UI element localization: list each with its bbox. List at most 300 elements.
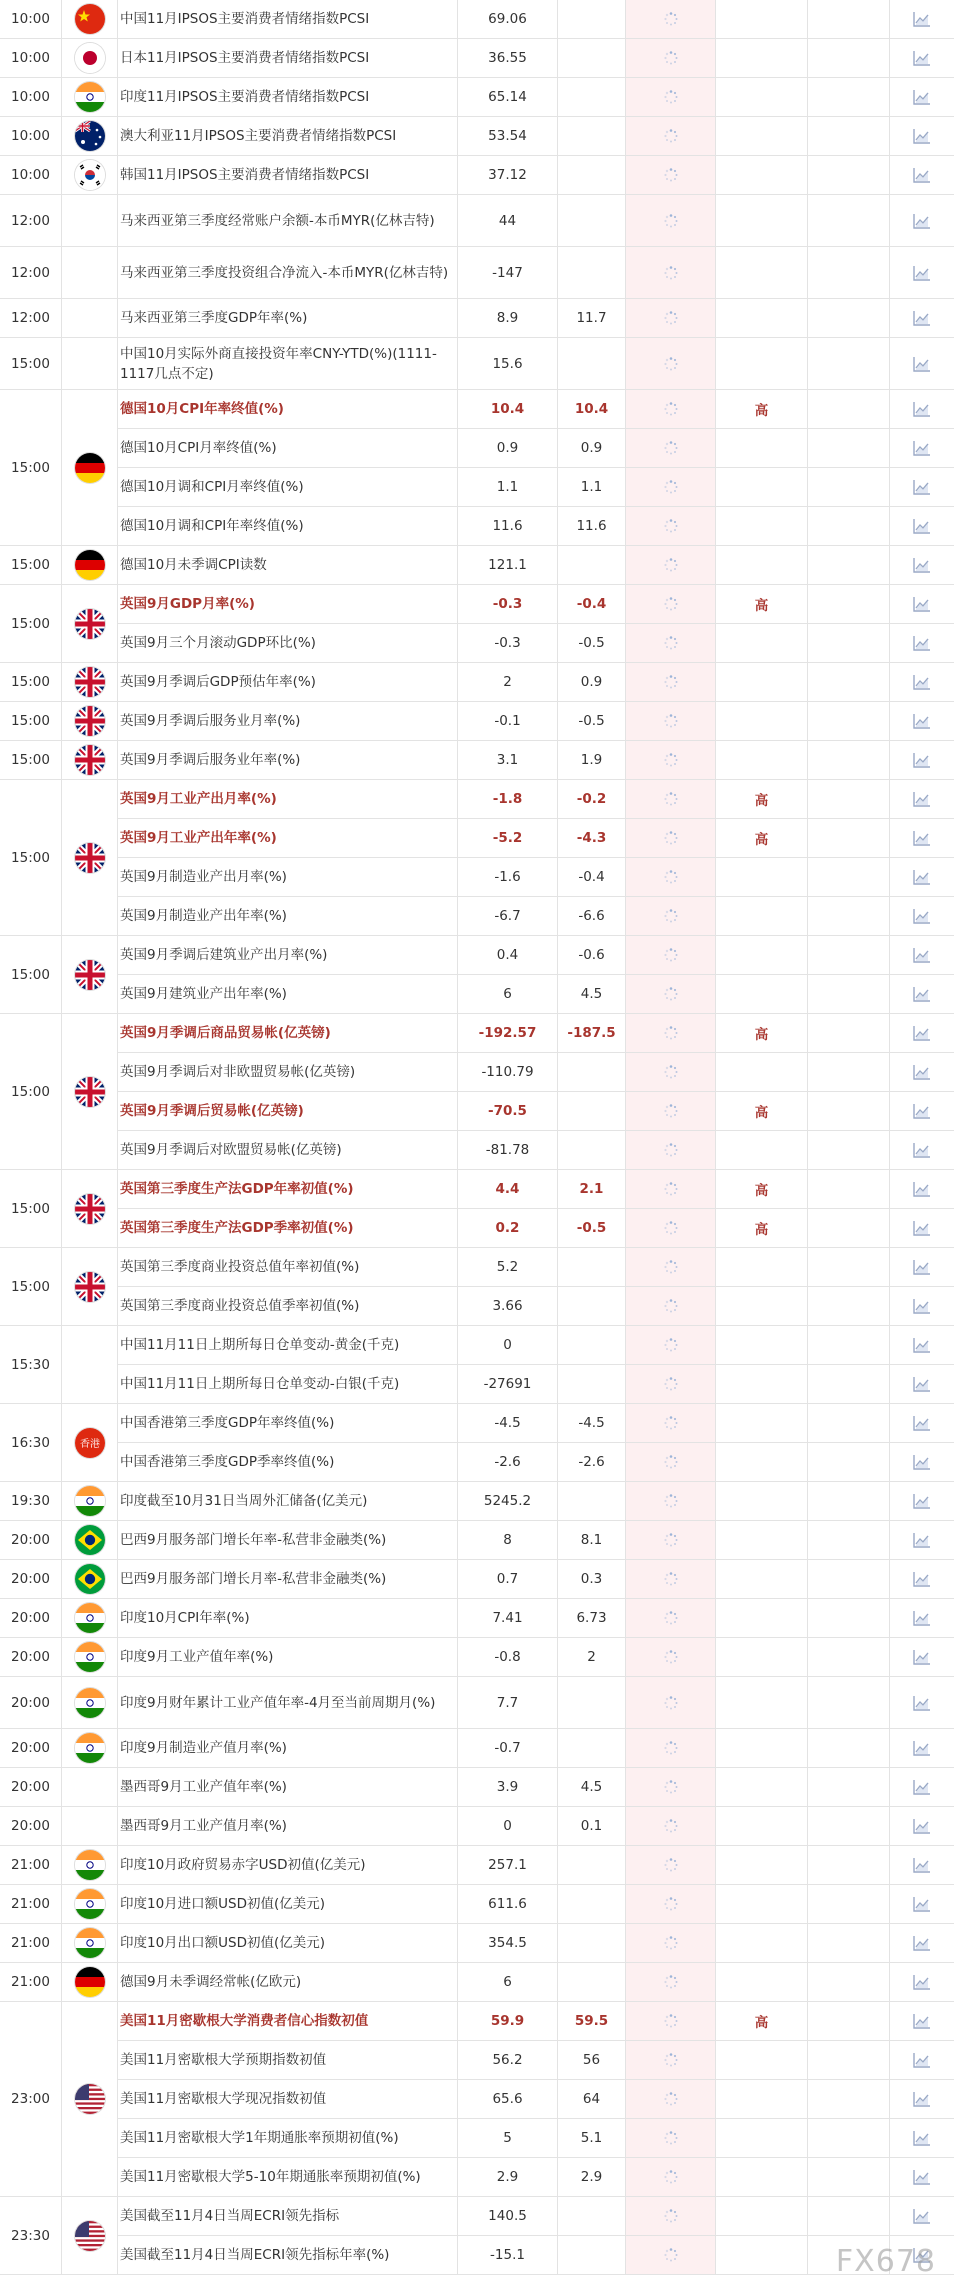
loading-spinner-icon xyxy=(664,311,678,325)
indicator-name[interactable] xyxy=(118,897,458,936)
chart-icon[interactable] xyxy=(912,355,932,373)
forecast-value xyxy=(558,39,626,78)
previous-value-text: 65.14 xyxy=(488,89,527,105)
importance-cell xyxy=(716,858,808,897)
indicator-name[interactable] xyxy=(118,1404,458,1443)
chart-icon[interactable] xyxy=(912,751,932,769)
chart-icon[interactable] xyxy=(912,1297,932,1315)
country-flag-cell xyxy=(62,1326,118,1404)
previous-value xyxy=(458,1521,558,1560)
chart-link[interactable] xyxy=(890,780,954,819)
importance-label: 高 xyxy=(754,1183,769,1199)
chart-icon[interactable] xyxy=(912,2012,932,2030)
chart-link[interactable] xyxy=(890,1885,954,1924)
empty-cell xyxy=(808,1365,890,1404)
chart-link[interactable] xyxy=(890,78,954,117)
indicator-name[interactable] xyxy=(118,1053,458,1092)
chart-link[interactable] xyxy=(890,1963,954,2002)
previous-value xyxy=(458,936,558,975)
chart-icon[interactable] xyxy=(912,517,932,535)
chart-icon[interactable] xyxy=(912,1141,932,1159)
indicator-name[interactable] xyxy=(118,1365,458,1404)
chart-link[interactable] xyxy=(890,585,954,624)
forecast-value-text: -0.4 xyxy=(578,869,605,885)
chart-link[interactable] xyxy=(890,429,954,468)
forecast-value-text: -2.6 xyxy=(578,1454,605,1470)
indicator-name[interactable] xyxy=(118,195,458,247)
indicator-name[interactable] xyxy=(118,858,458,897)
chart-icon[interactable] xyxy=(912,907,932,925)
chart-icon[interactable] xyxy=(912,1180,932,1198)
loading-spinner-icon xyxy=(664,2131,678,2145)
indicator-label: 中国香港第三季度GDP季率终值(%) xyxy=(120,1454,335,1470)
country-flag-cell xyxy=(62,195,118,247)
chart-link[interactable] xyxy=(890,858,954,897)
indicator-label: 英国9月季调后建筑业产出月率(%) xyxy=(120,947,328,963)
chart-link[interactable] xyxy=(890,1924,954,1963)
importance-cell xyxy=(716,1599,808,1638)
indicator-name[interactable] xyxy=(118,1170,458,1209)
event-time: 15:00 xyxy=(11,966,50,983)
importance-cell xyxy=(716,78,808,117)
empty-cell xyxy=(808,390,890,429)
importance-cell xyxy=(716,1885,808,1924)
chart-link[interactable] xyxy=(890,1131,954,1170)
chart-link[interactable] xyxy=(890,975,954,1014)
country-flag-cell xyxy=(62,585,118,663)
chart-icon[interactable] xyxy=(912,127,932,145)
forecast-value xyxy=(558,546,626,585)
chart-icon[interactable] xyxy=(912,1219,932,1237)
indicator-name[interactable] xyxy=(118,1209,458,1248)
importance-cell xyxy=(716,1404,808,1443)
indicator-name[interactable] xyxy=(118,1014,458,1053)
actual-value-loading xyxy=(626,1248,716,1287)
indicator-name[interactable] xyxy=(118,624,458,663)
chart-icon[interactable] xyxy=(912,1609,932,1627)
chart-icon[interactable] xyxy=(912,49,932,67)
chart-link[interactable] xyxy=(890,663,954,702)
indicator-label: 印度10月政府贸易赤字USD初值(亿美元) xyxy=(120,1857,366,1873)
event-time: 15:00 xyxy=(11,557,50,573)
previous-value-text: 15.6 xyxy=(492,355,523,372)
chart-link[interactable] xyxy=(890,468,954,507)
chart-link[interactable] xyxy=(890,1365,954,1404)
indicator-name[interactable] xyxy=(118,1885,458,1924)
chart-icon[interactable] xyxy=(912,1375,932,1393)
previous-value xyxy=(458,2197,558,2236)
indicator-name[interactable] xyxy=(118,663,458,702)
indicator-name[interactable] xyxy=(118,247,458,299)
indicator-name[interactable] xyxy=(118,1638,458,1677)
indicator-label: 美国11月密歇根大学现况指数初值 xyxy=(120,2091,327,2107)
indicator-name[interactable] xyxy=(118,1924,458,1963)
indicator-name[interactable] xyxy=(118,1443,458,1482)
indicator-name[interactable] xyxy=(118,507,458,546)
forecast-value xyxy=(558,1482,626,1521)
chart-icon[interactable] xyxy=(912,2090,932,2108)
chart-icon[interactable] xyxy=(912,264,932,282)
indicator-name[interactable] xyxy=(118,1846,458,1885)
chart-icon[interactable] xyxy=(912,1739,932,1757)
previous-value xyxy=(458,299,558,338)
chart-icon[interactable] xyxy=(912,790,932,808)
forecast-value xyxy=(558,338,626,390)
chart-icon[interactable] xyxy=(912,595,932,613)
previous-value-text: 0 xyxy=(503,1337,512,1353)
indicator-name[interactable] xyxy=(118,1131,458,1170)
indicator-name[interactable] xyxy=(118,1326,458,1365)
importance-cell xyxy=(716,1924,808,1963)
forecast-value xyxy=(558,1560,626,1599)
chart-icon[interactable] xyxy=(912,1453,932,1471)
chart-icon[interactable] xyxy=(912,1856,932,1874)
event-time: 23:00 xyxy=(11,2091,50,2107)
empty-cell xyxy=(808,1768,890,1807)
chart-icon[interactable] xyxy=(912,1648,932,1666)
previous-value-text: 5.2 xyxy=(496,1259,519,1275)
previous-value xyxy=(458,429,558,468)
indicator-name[interactable] xyxy=(118,1807,458,1846)
indicator-name[interactable] xyxy=(118,0,458,39)
indicator-name[interactable] xyxy=(118,117,458,156)
indicator-name[interactable] xyxy=(118,1599,458,1638)
chart-link[interactable] xyxy=(890,741,954,780)
chart-icon[interactable] xyxy=(912,1024,932,1042)
chart-icon[interactable] xyxy=(912,400,932,418)
country-flag-cell xyxy=(62,390,118,546)
forecast-value-text: 0.1 xyxy=(580,1818,603,1834)
chart-link[interactable] xyxy=(890,897,954,936)
event-time: 12:00 xyxy=(11,310,50,326)
actual-value-loading xyxy=(626,975,716,1014)
indicator-name[interactable] xyxy=(118,338,458,390)
chart-icon[interactable] xyxy=(912,439,932,457)
indicator-name[interactable] xyxy=(118,780,458,819)
chart-icon[interactable] xyxy=(912,1895,932,1913)
chart-icon[interactable] xyxy=(912,1694,932,1712)
chart-link[interactable] xyxy=(890,2158,954,2197)
chart-link[interactable] xyxy=(890,247,954,299)
previous-value-text: -27691 xyxy=(483,1376,532,1392)
chart-icon[interactable] xyxy=(912,2207,932,2225)
chart-icon[interactable] xyxy=(912,1570,932,1588)
indicator-name[interactable] xyxy=(118,585,458,624)
loading-spinner-icon xyxy=(664,2092,678,2106)
chart-link[interactable] xyxy=(890,1248,954,1287)
forecast-value xyxy=(558,780,626,819)
chart-icon[interactable] xyxy=(912,946,932,964)
previous-value-text: 140.5 xyxy=(488,2208,527,2224)
indicator-name[interactable] xyxy=(118,2119,458,2158)
chart-link[interactable] xyxy=(890,546,954,585)
forecast-value xyxy=(558,156,626,195)
chart-link[interactable] xyxy=(890,299,954,338)
chart-icon[interactable] xyxy=(912,309,932,327)
chart-icon[interactable] xyxy=(912,88,932,106)
time-cell xyxy=(0,390,62,546)
indicator-name[interactable] xyxy=(118,1963,458,2002)
chart-icon[interactable] xyxy=(912,1817,932,1835)
chart-link[interactable] xyxy=(890,2197,954,2236)
country-flag-cell xyxy=(62,2197,118,2275)
chart-link[interactable] xyxy=(890,1053,954,1092)
chart-link[interactable] xyxy=(890,1768,954,1807)
indicator-name[interactable] xyxy=(118,1092,458,1131)
chart-link[interactable] xyxy=(890,1404,954,1443)
previous-value xyxy=(458,78,558,117)
indicator-label: 英国9月季调后对非欧盟贸易帐(亿英镑) xyxy=(120,1064,356,1080)
indicator-name[interactable] xyxy=(118,546,458,585)
importance-cell xyxy=(716,390,808,429)
event-time: 20:00 xyxy=(11,1740,50,1756)
chart-link[interactable] xyxy=(890,390,954,429)
chart-icon[interactable] xyxy=(912,2168,932,2186)
chart-icon[interactable] xyxy=(912,1531,932,1549)
country-flag-cell xyxy=(62,1768,118,1807)
empty-cell xyxy=(808,897,890,936)
chart-link[interactable] xyxy=(890,0,954,39)
chart-icon[interactable] xyxy=(912,1063,932,1081)
indicator-name[interactable] xyxy=(118,741,458,780)
indicator-name[interactable] xyxy=(118,1521,458,1560)
time-cell xyxy=(0,39,62,78)
indicator-name[interactable] xyxy=(118,39,458,78)
loading-spinner-icon xyxy=(664,1897,678,1911)
loading-spinner-icon xyxy=(664,1975,678,1989)
chart-link[interactable] xyxy=(890,936,954,975)
chart-link[interactable] xyxy=(890,1638,954,1677)
chart-link[interactable] xyxy=(890,338,954,390)
country-flag-cell xyxy=(62,0,118,39)
event-time: 15:00 xyxy=(11,1278,50,1295)
previous-value xyxy=(458,1807,558,1846)
time-cell xyxy=(0,1677,62,1729)
empty-cell xyxy=(808,338,890,390)
indicator-name[interactable] xyxy=(118,819,458,858)
forecast-value xyxy=(558,299,626,338)
indicator-name[interactable] xyxy=(118,1677,458,1729)
chart-link[interactable] xyxy=(890,1729,954,1768)
time-cell xyxy=(0,1807,62,1846)
indicator-name[interactable] xyxy=(118,1287,458,1326)
indicator-name[interactable] xyxy=(118,702,458,741)
country-flag-cell xyxy=(62,156,118,195)
forecast-value xyxy=(558,1170,626,1209)
loading-spinner-icon xyxy=(664,753,678,767)
chart-link[interactable] xyxy=(890,1846,954,1885)
chart-icon[interactable] xyxy=(912,985,932,1003)
indicator-name[interactable] xyxy=(118,936,458,975)
indicator-name[interactable] xyxy=(118,2080,458,2119)
chart-link[interactable] xyxy=(890,1560,954,1599)
india-flag-icon xyxy=(75,1688,105,1718)
chart-link[interactable] xyxy=(890,1443,954,1482)
actual-value-loading xyxy=(626,1924,716,1963)
importance-cell xyxy=(716,1521,808,1560)
chart-link[interactable] xyxy=(890,1482,954,1521)
event-time: 21:00 xyxy=(11,1974,50,1990)
chart-link[interactable] xyxy=(890,819,954,858)
chart-link[interactable] xyxy=(890,2002,954,2041)
chart-icon[interactable] xyxy=(912,2051,932,2069)
chart-icon[interactable] xyxy=(912,829,932,847)
chart-icon[interactable] xyxy=(912,1414,932,1432)
indicator-name[interactable] xyxy=(118,975,458,1014)
previous-value xyxy=(458,741,558,780)
importance-cell xyxy=(716,1482,808,1521)
empty-cell xyxy=(808,741,890,780)
indicator-name[interactable] xyxy=(118,429,458,468)
previous-value-text: 3.66 xyxy=(492,1298,523,1314)
chart-link[interactable] xyxy=(890,1287,954,1326)
actual-value-loading xyxy=(626,2158,716,2197)
chart-link[interactable] xyxy=(890,1170,954,1209)
previous-value xyxy=(458,117,558,156)
empty-cell xyxy=(808,546,890,585)
actual-value-loading xyxy=(626,2041,716,2080)
indicator-label: 美国截至11月4日当周ECRI领先指标 xyxy=(120,2208,340,2224)
indicator-name[interactable] xyxy=(118,2236,458,2275)
chart-icon[interactable] xyxy=(912,10,932,28)
chart-icon[interactable] xyxy=(912,1336,932,1354)
actual-value-loading xyxy=(626,1326,716,1365)
chart-link[interactable] xyxy=(890,624,954,663)
time-cell xyxy=(0,117,62,156)
chart-link[interactable] xyxy=(890,1014,954,1053)
indicator-name[interactable] xyxy=(118,468,458,507)
chart-icon[interactable] xyxy=(912,634,932,652)
forecast-value xyxy=(558,195,626,247)
chart-icon[interactable] xyxy=(912,868,932,886)
previous-value xyxy=(458,1404,558,1443)
brazil-flag-icon xyxy=(75,1525,105,1555)
forecast-value xyxy=(558,1131,626,1170)
indicator-label: 英国9月GDP月率(%) xyxy=(120,596,255,612)
previous-value-text: 7.7 xyxy=(496,1694,519,1711)
forecast-value xyxy=(558,741,626,780)
actual-value-loading xyxy=(626,2197,716,2236)
indicator-name[interactable] xyxy=(118,156,458,195)
loading-spinner-icon xyxy=(664,597,678,611)
previous-value-text: 1.1 xyxy=(496,479,519,495)
chart-link[interactable] xyxy=(890,1209,954,1248)
chart-icon[interactable] xyxy=(912,212,932,230)
time-cell xyxy=(0,1729,62,1768)
indicator-name[interactable] xyxy=(118,2002,458,2041)
chart-icon[interactable] xyxy=(912,712,932,730)
previous-value-text: 59.9 xyxy=(490,2013,525,2029)
importance-cell xyxy=(716,936,808,975)
indicator-name[interactable] xyxy=(118,78,458,117)
chart-link[interactable] xyxy=(890,1521,954,1560)
previous-value xyxy=(458,1326,558,1365)
chart-link[interactable] xyxy=(890,1326,954,1365)
chart-icon[interactable] xyxy=(912,1973,932,1991)
chart-link[interactable] xyxy=(890,1807,954,1846)
chart-link[interactable] xyxy=(890,1599,954,1638)
chart-icon[interactable] xyxy=(912,1934,932,1952)
previous-value-text: 7.41 xyxy=(492,1610,523,1626)
chart-icon[interactable] xyxy=(912,2129,932,2147)
chart-icon[interactable] xyxy=(912,166,932,184)
chart-link[interactable] xyxy=(890,2041,954,2080)
indicator-name[interactable] xyxy=(118,2197,458,2236)
chart-link[interactable] xyxy=(890,195,954,247)
chart-icon[interactable] xyxy=(912,1778,932,1796)
chart-link[interactable] xyxy=(890,1677,954,1729)
previous-value xyxy=(458,507,558,546)
chart-link[interactable] xyxy=(890,702,954,741)
chart-icon[interactable] xyxy=(912,673,932,691)
chart-link[interactable] xyxy=(890,156,954,195)
forecast-value xyxy=(558,429,626,468)
indicator-name[interactable] xyxy=(118,1729,458,1768)
loading-spinner-icon xyxy=(664,948,678,962)
event-time: 15:00 xyxy=(11,1200,50,1217)
importance-cell xyxy=(716,2236,808,2275)
loading-spinner-icon xyxy=(664,1650,678,1664)
indicator-name[interactable] xyxy=(118,2158,458,2197)
indicator-name[interactable] xyxy=(118,1768,458,1807)
loading-spinner-icon xyxy=(664,1065,678,1079)
indicator-name[interactable] xyxy=(118,2041,458,2080)
country-flag-cell xyxy=(62,1014,118,1170)
event-time: 20:00 xyxy=(11,1649,50,1665)
previous-value xyxy=(458,1443,558,1482)
actual-value-loading xyxy=(626,156,716,195)
chart-icon[interactable] xyxy=(912,478,932,496)
forecast-value-text: 2.9 xyxy=(580,2169,603,2185)
indicator-name[interactable] xyxy=(118,390,458,429)
chart-link[interactable] xyxy=(890,507,954,546)
chart-link[interactable] xyxy=(890,117,954,156)
importance-cell xyxy=(716,819,808,858)
event-time: 15:00 xyxy=(11,1083,50,1100)
chart-icon[interactable] xyxy=(912,1102,932,1120)
chart-link[interactable] xyxy=(890,1092,954,1131)
previous-value xyxy=(458,2002,558,2041)
chart-icon[interactable] xyxy=(912,1258,932,1276)
indicator-label: 英国9月制造业产出月率(%) xyxy=(120,869,287,885)
country-flag-cell xyxy=(62,2002,118,2197)
chart-link[interactable] xyxy=(890,2119,954,2158)
country-flag-cell xyxy=(62,1963,118,2002)
indicator-name[interactable] xyxy=(118,1482,458,1521)
indicator-name[interactable] xyxy=(118,299,458,338)
chart-link[interactable] xyxy=(890,2080,954,2119)
previous-value-text: 8.9 xyxy=(496,310,519,326)
empty-cell xyxy=(808,468,890,507)
chart-icon[interactable] xyxy=(912,1492,932,1510)
indicator-name[interactable] xyxy=(118,1248,458,1287)
previous-value xyxy=(458,2236,558,2275)
importance-cell xyxy=(716,1443,808,1482)
forecast-value xyxy=(558,1807,626,1846)
empty-cell xyxy=(808,1092,890,1131)
actual-value-loading xyxy=(626,1599,716,1638)
indicator-name[interactable] xyxy=(118,1560,458,1599)
chart-link[interactable] xyxy=(890,39,954,78)
indicator-label: 巴西9月服务部门增长年率-私营非金融类(%) xyxy=(120,1532,387,1548)
actual-value-loading xyxy=(626,1443,716,1482)
chart-icon[interactable] xyxy=(912,556,932,574)
forecast-value-text: 59.5 xyxy=(574,2013,609,2029)
loading-spinner-icon xyxy=(664,1572,678,1586)
forecast-value-text: -0.5 xyxy=(578,713,605,729)
event-time: 16:30 xyxy=(11,1434,50,1451)
indicator-label: 英国9月工业产出月率(%) xyxy=(120,791,277,807)
